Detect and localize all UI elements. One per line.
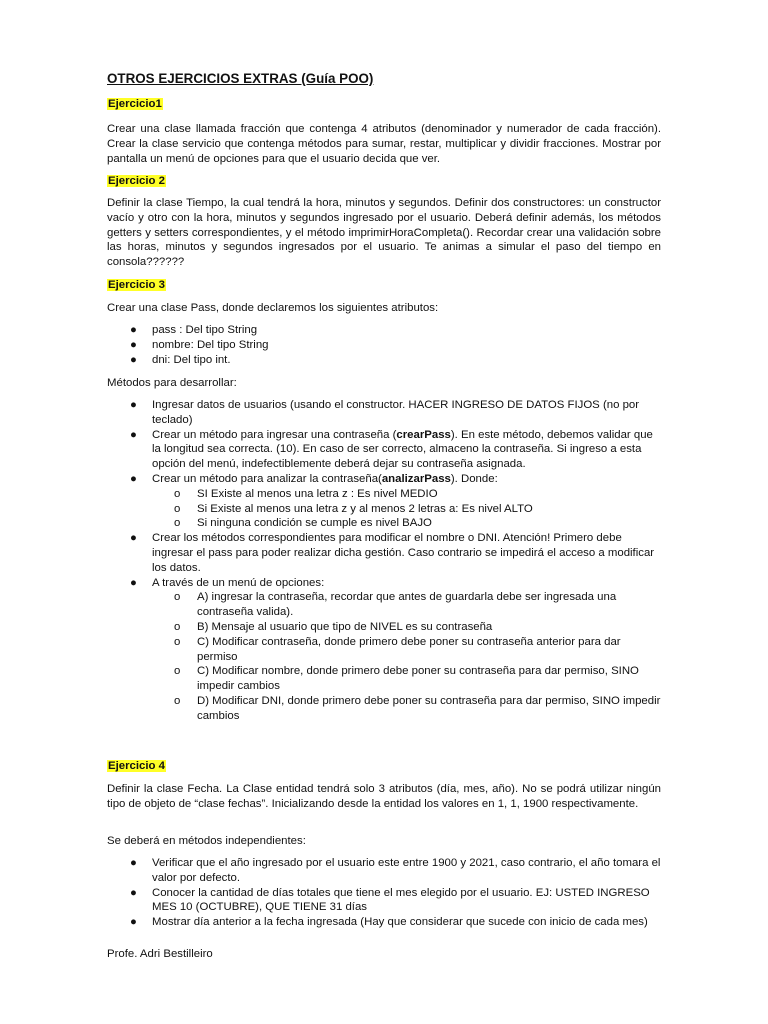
bullet-icon: ● [130,353,137,366]
signature: Profe. Adri Bestilleiro [107,948,213,960]
ejercicio3-heading [107,278,661,293]
level-rules-list [152,487,662,531]
method-name-crearpass: crearPass [396,428,451,441]
list-item [130,531,662,575]
methods-title: Métodos para desarrollar: [107,377,237,389]
page-title: OTROS EJERCICIOS EXTRAS (Guía POO) [107,71,374,86]
list-item [130,353,662,368]
methods-list [130,398,662,724]
bullet-icon: ● [130,428,137,441]
rule-text: Si Existe al menos una letra z y al menos 2 letras a: Es nivel ALTO [197,502,533,515]
ejercicio3-heading-text: Ejercicio 3 [108,279,165,291]
ejercicio4-heading [107,759,661,774]
ejercicio1-heading [107,97,661,112]
circle-bullet-icon: o [174,635,181,648]
sub-list-item [152,620,662,635]
list-item [130,915,662,930]
method-text-post: ). En este método, debemos validar que la longitud sea correcta. (10). En caso de ser correcto, almaceno la contraseña. Si ingreso a esta opción del menú, indefectiblemente deberá dejar su contraseña asignada. [152,428,653,471]
list-item [130,428,662,472]
bullet-icon: ● [130,472,137,485]
sub-list-item [152,590,662,620]
circle-bullet-icon: o [174,620,181,633]
ejercicio4-text: Definir la clase Fecha. La Clase entidad tendrá solo 3 atributos (día, mes, año). No se podrá utilizar ningún tipo de objeto de “clase fechas”. Inicializando desde la entidad los valores en 1, 1, 1900 respectivamente. [107,783,661,810]
method-text: Mostrar día anterior a la fecha ingresada (Hay que considerar que sucede con inicio de cada mes) [152,916,648,929]
circle-bullet-icon: o [174,502,181,515]
ejercicio2-heading-text: Ejercicio 2 [108,175,165,187]
fecha-methods-list [130,856,662,930]
bullet-icon: ● [130,916,137,929]
bullet-icon: ● [130,399,137,411]
ejercicio2-heading [107,174,661,189]
bullet-icon: ● [130,576,137,589]
attribute-text: dni: Del tipo int. [152,353,231,366]
ejercicio2-text: Definir la clase Tiempo, la cual tendrá la hora, minutos y segundos. Definir dos constructores: un constructor vacío y otro con la hora, minutos y segundos ingresado por el usuario. Deberá definir además, los métodos getters y setters correspondientes, y el método imprimirHoraCompleta(). Recordar crear una validación sobre las horas, minutos y segundos ingresados por el usuario. Te animas a simular el paso del tiempo en consola?????? [107,197,661,269]
list-item [130,398,662,428]
method-text: Ingresar datos de usuarios (usando el constructor. HACER INGRESO DE DATOS FIJOS (no por teclado) [152,399,640,426]
circle-bullet-icon: o [174,665,181,678]
method-text-pre: Crear un método para ingresar una contraseña ( [152,428,397,441]
method-text-post: ). Donde: [450,472,498,485]
attribute-text: pass : Del tipo String [152,324,258,336]
list-item [130,472,662,531]
method-text: A través de un menú de opciones: [152,576,325,589]
attribute-text: nombre: Del tipo String [152,338,269,351]
ejercicio3-intro: Crear una clase Pass, donde declaremos los siguientes atributos: [107,302,439,314]
method-text-pre: Crear un método para analizar la contraseña( [152,472,382,485]
ejercicio4-methods-title: Se deberá en métodos independientes: [107,835,306,847]
method-text: Crear los métodos correspondientes para modificar el nombre o DNI. Atención! Primero debe ingresar el pass para poder realizar dicha gestión. Caso contrario se impedirá el acceso a modificar los datos. [152,532,655,574]
list-item [130,338,662,353]
ejercicio1-heading-text: Ejercicio1 [108,98,162,110]
list-item [130,576,662,724]
list-item [130,323,662,338]
ejercicio1-text: Crear una clase llamada fracción que contenga 4 atributos (denominador y numerador de cada fracción). Crear la clase servicio que contenga métodos para sumar, restar, multiplicar y dividir fracciones. Mostrar por pantalla un menú de opciones para que el usuario decida que ver. [107,123,661,165]
option-text: C) Modificar contraseña, donde primero debe poner su contraseña anterior para dar permiso [197,635,621,663]
method-name-analizarpass: analizarPass [381,472,451,485]
sub-list-item [152,516,662,531]
option-text: C) Modificar nombre, donde primero debe poner su contraseña para dar permiso, SINO impedir cambios [197,665,639,693]
option-text: A) ingresar la contraseña, recordar que antes de guardarla debe ser ingresada una contraseña valida). [197,591,617,619]
list-item [130,886,662,916]
sub-list-item [152,694,662,724]
sub-list-item [152,664,662,694]
method-text: Conocer la cantidad de días totales que tiene el mes elegido por el usuario. EJ: USTED INGRESO MES 10 (OCTUBRE), QUE TIENE 31 días [152,886,650,914]
rule-text: Si ninguna condición se cumple es nivel BAJO [197,517,432,530]
bullet-icon: ● [130,338,137,351]
rule-text: SI Existe al menos una letra z : Es nivel MEDIO [197,487,438,500]
ejercicio4-heading-text: Ejercicio 4 [108,760,165,772]
option-text: D) Modificar DNI, donde primero debe poner su contraseña para dar permiso, SINO impedir cambios [197,694,661,722]
bullet-icon: ● [130,857,137,869]
option-text: B) Mensaje al usuario que tipo de NIVEL es su contraseña [197,620,493,633]
circle-bullet-icon: o [174,487,181,500]
circle-bullet-icon: o [174,591,181,604]
circle-bullet-icon: o [174,517,181,530]
attributes-list [130,323,662,367]
menu-options-list [152,590,662,723]
sub-list-item [152,487,662,502]
bullet-icon: ● [130,324,137,336]
list-item [130,856,662,886]
circle-bullet-icon: o [174,694,181,707]
sub-list-item [152,502,662,517]
sub-list-item [152,635,662,665]
method-text: Verificar que el año ingresado por el usuario este entre 1900 y 2021, caso contrario, el año tomara el valor por defecto. [152,857,661,884]
bullet-icon: ● [130,886,137,899]
bullet-icon: ● [130,532,137,545]
